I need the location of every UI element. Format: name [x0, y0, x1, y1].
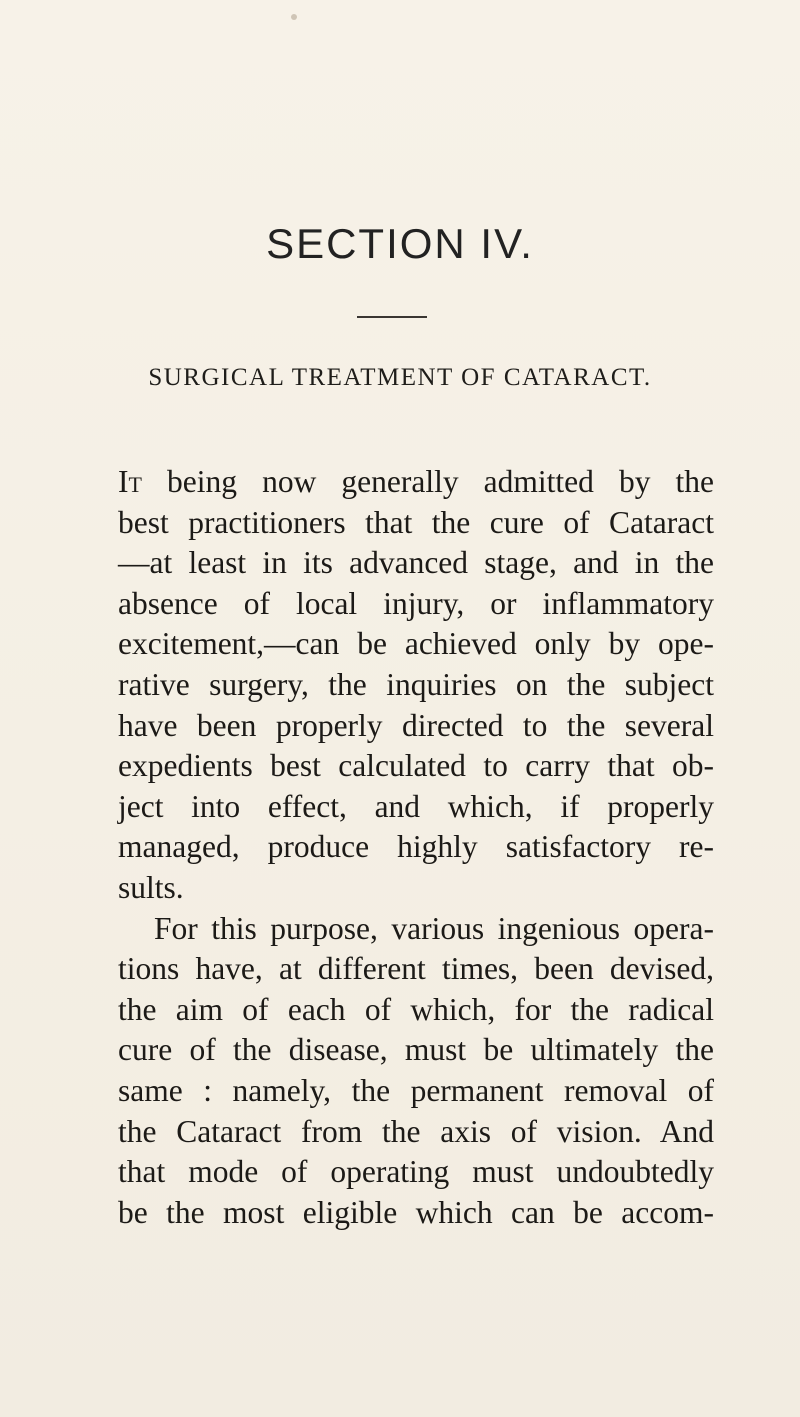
text-line: best practitioners that the cure of Cataract [118, 504, 714, 540]
text-line: It being now generally admitted by the [118, 464, 714, 499]
text-line: that mode of operating must undoubtedly [118, 1154, 714, 1190]
text-line: ject into effect, and which, if properly [118, 788, 714, 824]
ink-speck [291, 14, 297, 20]
text-line: the Cataract from the axis of vision. And [118, 1113, 714, 1149]
text-line: same : namely, the permanent removal of [118, 1072, 714, 1108]
text-line: managed, produce highly satisfactory re- [118, 829, 714, 865]
drop-word: It [118, 464, 142, 499]
text-line: sults. [118, 869, 184, 905]
text-line: expedients best calculated to carry that ob- [118, 748, 714, 784]
paragraph-1 [118, 462, 714, 909]
section-title: SECTION IV. [266, 220, 534, 267]
text-line: have been properly directed to the several [118, 707, 714, 743]
text-line: the aim of each of which, for the radical [118, 991, 714, 1027]
text-line: be the most eligible which can be accom- [118, 1194, 714, 1230]
text-line: rative surgery, the inquiries on the subject [118, 666, 714, 702]
text-line: cure of the disease, must be ultimately the [118, 1032, 714, 1068]
chapter-subheading: SURGICAL TREATMENT OF CATARACT. [148, 364, 652, 391]
text-line: excitement,—can be achieved only by ope- [118, 626, 714, 662]
body-text [118, 462, 714, 1233]
text-line: For this purpose, various ingenious opera- [154, 910, 714, 946]
text-line: —at least in its advanced stage, and in the [118, 545, 714, 581]
paragraph-2 [118, 909, 714, 1234]
title-divider-rule [357, 316, 427, 318]
text-line: absence of local injury, or inflammatory [118, 585, 714, 621]
text-line: tions have, at different times, been devised, [118, 951, 714, 987]
